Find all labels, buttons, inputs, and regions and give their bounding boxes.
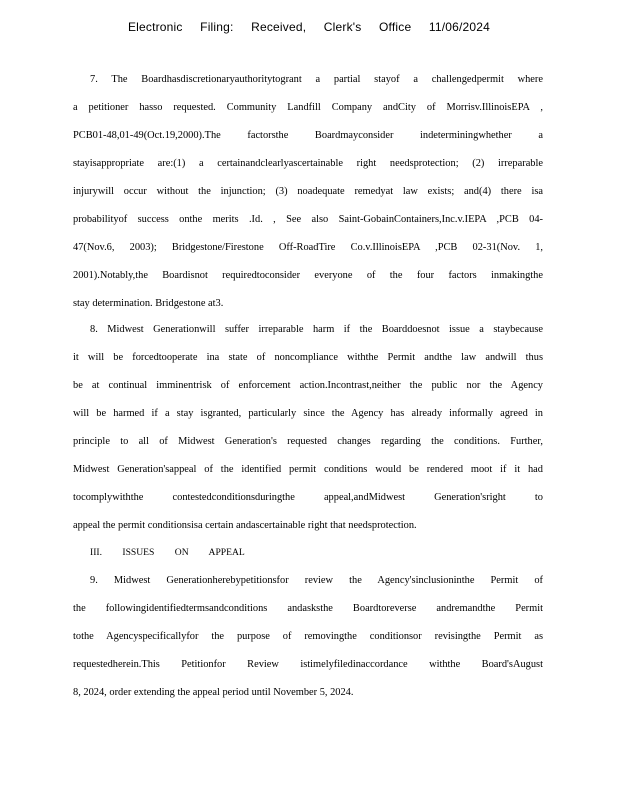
paragraph-7-line-1: 7. The Boardhasdiscretionaryauthoritytogrant a partial stayof a challengedpermit where: [90, 74, 543, 85]
paragraph-8-line-6: Midwest Generation'sappeal of the identified permit conditions would be rendered moot if it had: [73, 464, 543, 475]
paragraph-8-line-4: will be harmed if a stay isgranted, particularly since the Agency has already informally agreed in: [73, 408, 543, 419]
paragraph-8-line-7: tocomplywiththe contestedconditionsduringthe appeal,andMidwest Generation'sright to: [73, 492, 543, 503]
paragraph-7-line-5: injurywill occur without the injunction; (3) noadequate remedyat law exists; and(4) there isa: [73, 186, 543, 197]
filing-stamp-header: Electronic Filing: Received, Clerk's Office 11/06/2024: [127, 20, 491, 34]
paragraph-8-line-2: it will be forcedtooperate ina state of noncompliance withthe Permit andthe law andwill thus: [73, 352, 543, 363]
paragraph-7-line-9: stay determination. Bridgestone at3.: [73, 298, 224, 309]
section-title-word-1: ISSUES: [122, 547, 155, 558]
paragraph-9-line-3: tothe Agencyspecificallyfor the purpose of removingthe conditionsor revisingthe Permit as: [73, 631, 543, 642]
paragraph-8-line-1: 8. Midwest Generationwill suffer irreparable harm if the Boarddoesnot issue a staybecause: [90, 324, 543, 335]
paragraph-9-line-4: requestedherein.This Petitionfor Review istimelyfiledinaccordance withthe Board'sAugust: [73, 659, 543, 670]
paragraph-9-line-1: 9. Midwest Generationherebypetitionsfor review the Agency'sinclusioninthe Permit of: [90, 575, 543, 586]
paragraph-7-line-7: 47(Nov.6, 2003); Bridgestone/Firestone Off-RoadTire Co.v.IllinoisEPA ,PCB 02-31(Nov. 1,: [73, 242, 543, 253]
section-title-word-2: ON: [174, 547, 189, 558]
section-title-word-3: APPEAL: [208, 547, 245, 558]
paragraph-9-line-5: 8, 2024, order extending the appeal period until November 5, 2024.: [73, 687, 354, 698]
paragraph-7-line-2: a petitioner hasso requested. Community Landfill Company andCity of Morrisv.IllinoisEPA ,: [73, 102, 543, 113]
paragraph-7-line-8: 2001).Notably,the Boardisnot requiredtoconsider everyone of the four factors inmakingthe: [73, 270, 543, 281]
paragraph-7-line-4: stayisappropriate are:(1) a certainandclearlyascertainable right needsprotection; (2) irreparable: [73, 158, 543, 169]
paragraph-8-line-8: appeal the permit conditionsisa certain andascertainable right that needsprotection.: [73, 520, 417, 531]
paragraph-7-line-3: PCB01-48,01-49(Oct.19,2000).The factorsthe Boardmayconsider indeterminingwhether a: [73, 130, 543, 141]
section-heading-issues-on-appeal: [90, 545, 263, 561]
paragraph-8-line-5: principle to all of Midwest Generation's requested changes regarding the conditions. Further,: [73, 436, 543, 447]
paragraph-8-line-3: be at continual imminentrisk of enforcement action.Incontrast,neither the public nor the Agency: [73, 380, 543, 391]
section-number: III.: [90, 547, 102, 558]
paragraph-7-line-6: probabilityof success onthe merits .Id. , See also Saint-GobainContainers,Inc.v.IEPA ,PCB 04-: [73, 214, 543, 225]
paragraph-9-line-2: the followingidentifiedtermsandconditions andasksthe Boardtoreverse andremandthe Permit: [73, 603, 543, 614]
